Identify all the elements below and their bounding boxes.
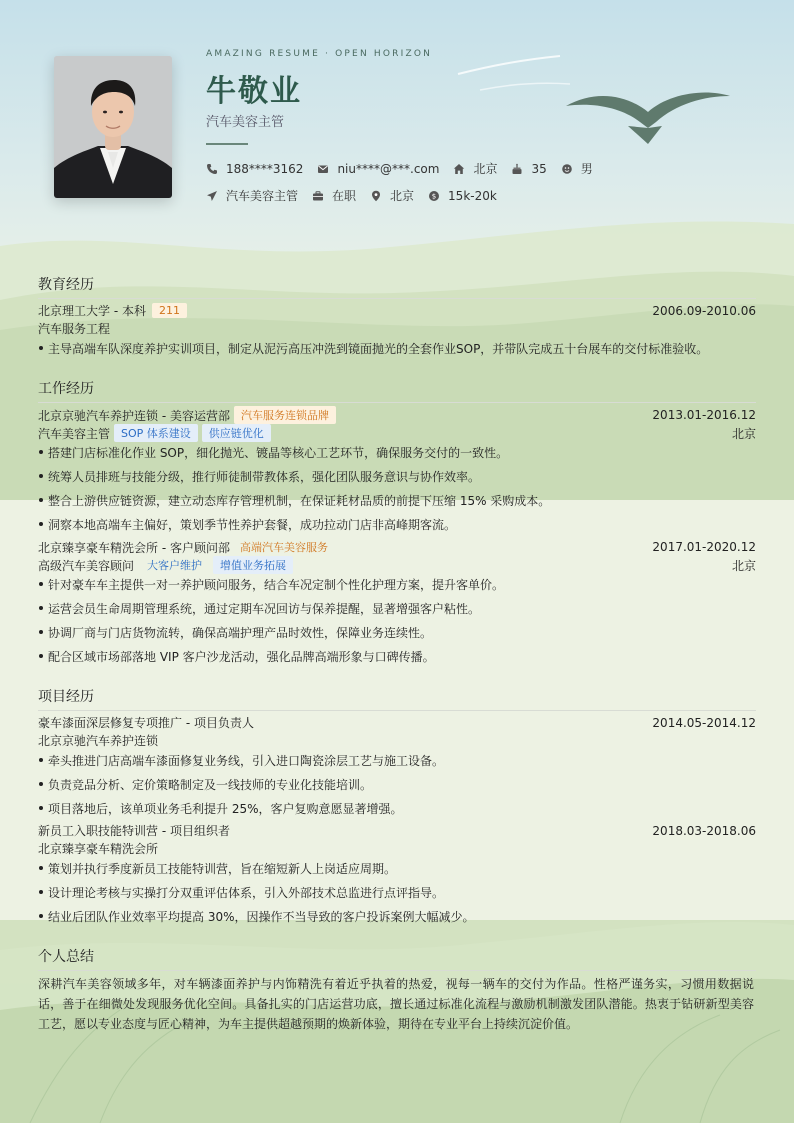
project-2-date: 2018.03-2018.06 (652, 823, 756, 838)
project-2-bullet-3: 结业后团队作业效率平均提高 30%，因操作不当导致的客户投诉案例大幅减少。 (38, 908, 756, 925)
school-badge: 211 (152, 303, 187, 318)
title-divider (206, 143, 248, 145)
profile-photo (54, 56, 172, 198)
bird-icon (564, 84, 732, 146)
project-1-bullet-3: 项目落地后，该单项业务毛利提升 25%，客户复购意愿显著增强。 (38, 800, 756, 817)
work-1-header-row (38, 406, 756, 424)
email-item (317, 162, 439, 176)
education-major: 汽车服务工程 (38, 322, 111, 336)
work-1-role-row (38, 424, 756, 442)
project-1-bullet-2: 负责竞品分析、定价策略制定及一线技师的专业化技能培训。 (38, 776, 756, 793)
age-text: 35 (531, 161, 547, 176)
project-1-org-row (38, 732, 756, 749)
intent-position-item (206, 187, 298, 204)
work-2-bullet-1: 针对豪车车主提供一对一养护顾问服务，结合车况定制个性化护理方案，提升客单价。 (38, 576, 756, 593)
education-date: 2006.09-2010.06 (652, 303, 756, 318)
status-item (312, 187, 356, 204)
project-1-org: 北京京驰汽车养护连锁 (38, 734, 159, 748)
location-pin-icon (370, 190, 382, 202)
status-text: 在职 (332, 189, 357, 203)
project-1-header-row (38, 714, 756, 731)
intent-city-item (370, 187, 414, 204)
money-icon (428, 190, 440, 202)
summary-text: 深耕汽车美容领域多年，对车辆漆面养护与内饰精洗有着近乎执着的热爱，视每一辆车的交付为作品。性格严谨务实，习惯用数据说话，善于在细微处发现服务优化空间。具备扎实的门店运营功底，擅长通过标准化流程与激励机制激发团队潜能。热衷于钻研新型美容工艺，愿以专业态度与匠心精神，为车主提供超越预期的焕新体验，期待在专业平台上持续沉淀价值。 (38, 977, 754, 1031)
summary-section-title: 个人总结 (38, 946, 756, 971)
gender-item (561, 160, 593, 177)
salary-text: 15k-20k (448, 188, 497, 203)
phone-item (206, 162, 303, 176)
education-section-title: 教育经历 (38, 274, 756, 299)
education-school: 北京理工大学 - 本科 (38, 304, 146, 318)
project-1-date: 2014.05-2014.12 (652, 715, 756, 730)
project-2-name: 新员工入职技能特训营 - 项目组织者 (38, 824, 230, 838)
hometown-text: 北京 (473, 162, 498, 176)
avatar (54, 56, 172, 198)
hometown-item (453, 160, 497, 177)
intent-city-text: 北京 (390, 189, 415, 203)
work-2-bullet-3: 协调厂商与门店货物流转，确保高端护理产品时效性，保障业务连续性。 (38, 624, 756, 641)
work-1-bullet-3: 整合上游供应链资源，建立动态库存管理机制，在保证耗材品质的前提下压缩 15% 采购成本。 (38, 492, 756, 509)
email-text: niu****@***.com (337, 161, 440, 176)
education-major-row (38, 320, 756, 337)
tagline: AMAZING RESUME · OPEN HORIZON (206, 49, 433, 59)
work-1-location: 北京 (731, 426, 756, 441)
salary-item (428, 189, 497, 203)
education-bullet: 主导高端车队深度养护实训项目，制定从泥污高压冲洗到镜面抛光的全套作业SOP，并带队完成五十台展车的交付标准验收。 (38, 340, 756, 357)
gender-icon (561, 163, 573, 175)
work-2-role: 高级汽车美容顾问 (38, 558, 135, 573)
education-header-row (38, 302, 756, 319)
job-intent-row (206, 187, 511, 204)
project-2-bullet-2: 设计理论考核与实操打分双重评估体系，引入外部技术总监进行点评指导。 (38, 884, 756, 901)
project-2-header-row (38, 822, 756, 839)
project-2-org: 北京臻享豪车精洗会所 (38, 842, 159, 856)
work-1-bullet-4: 洞察本地高端车主偏好，策划季节性养护套餐，成功拉动门店非高峰期客流。 (38, 516, 756, 533)
briefcase-icon (312, 190, 324, 202)
svg-text:$: $ (431, 192, 437, 201)
work-1-role: 汽车美容主管 (38, 426, 111, 441)
work-1-role-tag-2: 供应链优化 (202, 424, 271, 442)
projects-section-title: 项目经历 (38, 686, 756, 711)
project-2-bullet-1: 策划并执行季度新员工技能特训营，旨在缩短新人上岗适应周期。 (38, 860, 756, 877)
gender-text: 男 (580, 162, 593, 176)
work-section-title: 工作经历 (38, 378, 756, 403)
cake-icon (511, 163, 523, 175)
work-2-location: 北京 (731, 558, 756, 573)
work-2-role-row (38, 556, 756, 574)
work-2-date: 2017.01-2020.12 (652, 540, 756, 554)
mail-icon (317, 163, 329, 175)
age-item (511, 162, 546, 176)
work-1-role-tag-1: SOP 体系建设 (114, 424, 198, 442)
work-2-role-tag-1: 大客户维护 (147, 559, 203, 572)
work-2-header-row (38, 538, 756, 556)
candidate-name: 牛敬业 (206, 74, 302, 109)
work-2-company: 北京臻享豪车精洗会所 - 客户顾问部 (38, 540, 230, 555)
phone-text: 188****3162 (226, 161, 304, 176)
phone-icon (206, 163, 218, 175)
project-1-bullet-1: 牵头推进门店高端车漆面修复业务线，引入进口陶瓷涂层工艺与施工设备。 (38, 752, 756, 769)
contact-row (206, 160, 607, 177)
home-icon (453, 163, 465, 175)
work-1-bullet-2: 统筹人员排班与技能分级，推行师徒制带教体系，强化团队服务意识与协作效率。 (38, 468, 756, 485)
work-1-bullet-1: 搭建门店标准化作业 SOP，细化抛光、镀晶等核心工艺环节，确保服务交付的一致性。 (38, 444, 756, 461)
job-title: 汽车美容主管 (206, 115, 285, 130)
project-2-org-row (38, 840, 756, 857)
work-2-role-tag-2: 增值业务拓展 (213, 556, 293, 574)
work-2-bullet-4: 配合区域市场部落地 VIP 客户沙龙活动，强化品牌高端形象与口碑传播。 (38, 648, 756, 665)
work-2-company-tag: 高端汽车美容服务 (239, 541, 328, 554)
work-2-bullet-2: 运营会员生命周期管理系统，通过定期车况回访与保养提醒，显著增强客户粘性。 (38, 600, 756, 617)
project-1-name: 豪车漆面深层修复专项推广 - 项目负责人 (38, 716, 254, 730)
intent-position-text: 汽车美容主管 (226, 189, 299, 203)
send-icon (206, 190, 218, 202)
work-1-date: 2013.01-2016.12 (652, 408, 756, 422)
work-1-company-tag: 汽车服务连锁品牌 (234, 406, 336, 424)
work-1-company: 北京京驰汽车养护连锁 - 美容运营部 (38, 408, 230, 423)
